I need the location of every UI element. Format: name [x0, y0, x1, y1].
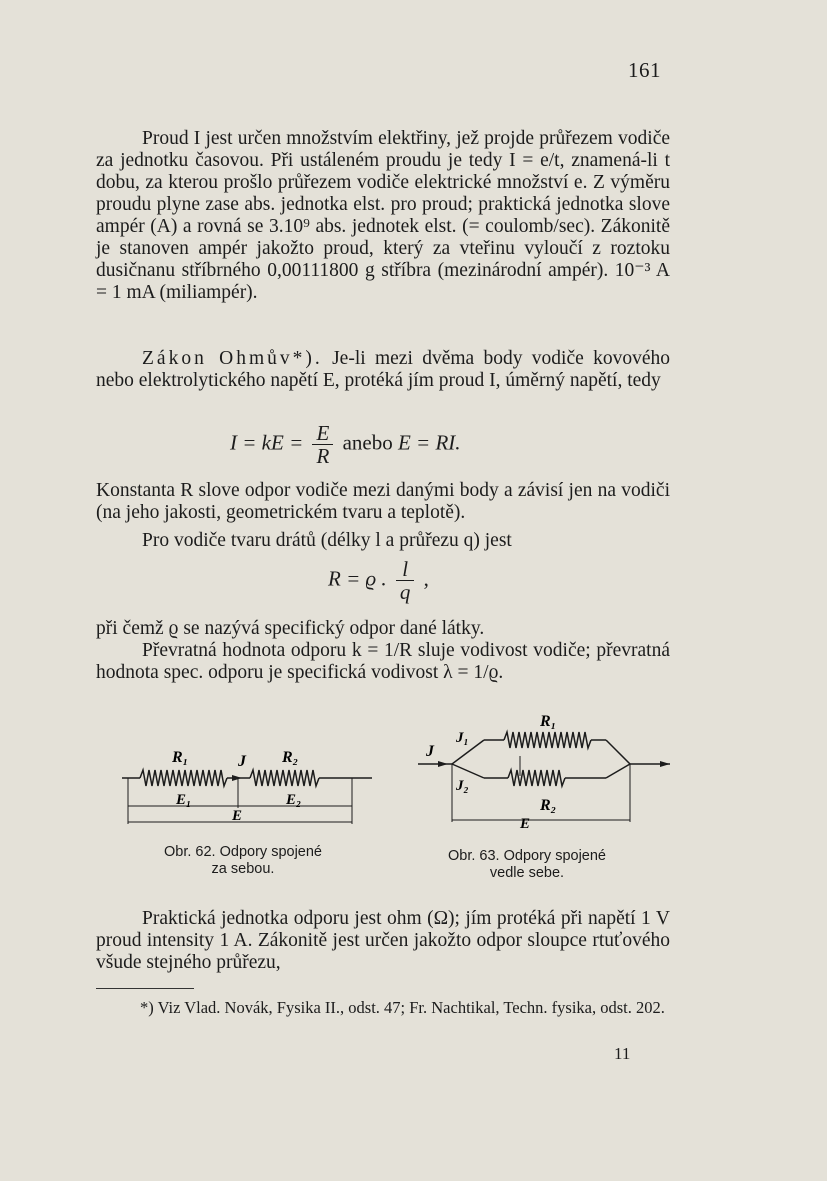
eq1-denominator: R	[316, 444, 330, 468]
figure-63-caption	[402, 848, 652, 882]
equation-resistivity	[328, 558, 429, 603]
paragraph-wires-text: Pro vodiče tvaru drátů (délky l a průřezu q) jest	[142, 530, 512, 551]
fig63-arrow-out	[660, 761, 670, 767]
fig63-branch-down-left	[452, 764, 484, 778]
figure-62-diagram	[110, 738, 380, 834]
fig62-caption-line1: Obr. 62. Odpory spojené	[164, 844, 322, 860]
paragraph-specific-resistance	[96, 618, 670, 640]
eq2-lhs: R = ϱ .	[328, 566, 387, 591]
fig63-label-r2: R₂	[540, 797, 557, 814]
fig63-label-j2: J₂	[456, 778, 469, 794]
fig63-resistor-r1	[504, 732, 591, 748]
paragraph-current	[96, 128, 670, 304]
fig62-label-r2: R₂	[282, 749, 299, 766]
fig62-resistor-r1	[140, 770, 227, 786]
eq2-numerator: l	[396, 558, 415, 581]
equation-ohms-law	[230, 422, 461, 467]
eq1-conjunction: anebo	[342, 430, 393, 455]
fig63-branch-up-right	[606, 740, 630, 764]
paragraph-wires	[96, 530, 670, 552]
paragraph-resistance	[96, 480, 670, 524]
paragraph-conductance-text: Převratná hodnota odporu k = 1/R sluje vodivost vodiče; převratná hodnota spec. odporu je specifická vodivost λ = 1/ϱ.	[96, 640, 670, 683]
fig63-label-r1: R₁	[540, 713, 557, 730]
section-heading-ohms-law: Zákon Ohmův*).	[142, 348, 323, 369]
fig62-caption-line2: za sebou.	[211, 861, 275, 877]
fig63-resistor-r2	[508, 770, 565, 786]
figure-63-diagram	[408, 712, 684, 830]
eq1-lhs: I = kE =	[230, 430, 304, 455]
fig62-label-r1: R₁	[172, 749, 189, 766]
page-number: 161	[628, 58, 661, 82]
paragraph-specific-resistance-text: při čemž ϱ se nazývá specifický odpor dané látky.	[96, 618, 485, 639]
eq1-numerator: E	[312, 422, 333, 445]
fig63-arrow-in	[438, 761, 448, 767]
fig62-label-e: E	[232, 808, 243, 824]
footnote	[96, 998, 670, 1017]
eq1-fraction	[312, 422, 333, 467]
paragraph-ohm-unit-text: Praktická jednotka odporu jest ohm (Ω); jím protéká při napětí 1 V proud intensity 1 A. Zákonitě jest určen jakožto odpor sloupce rtuťového všude stejného průřezu,	[96, 908, 670, 973]
eq1-rhs: E = RI.	[397, 430, 461, 455]
fig62-label-j: J	[238, 753, 246, 770]
fig63-caption-line1: Obr. 63. Odpory spojené	[448, 848, 606, 864]
paragraph-ohms-law	[96, 348, 670, 392]
footnote-marker: *)	[140, 998, 154, 1017]
eq2-tail: ,	[423, 566, 429, 591]
paragraph-ohms-law-text: Je-li mezi dvěma body vodiče kovového nebo elektrolytického napětí E, protéká jím proud I, úměrný napětí, tedy	[96, 348, 671, 391]
paragraph-current-definition: Proud I jest určen množstvím elektřiny, jež projde průřezem vodiče za jednotku časovou. Při ustáleném proudu je tedy I = e/t, znamená-li t dobu, za kterou prošlo průřezem vodiče elektrické množství e. Z výměru proudu plyne zase abs. jednotka elst. pro proud; praktická jednotka slove ampér (A) a rovná se 3.10⁹ abs. jednotek elst. (= coulomb/sec). Zákonitě je stanoven ampér jakožto proud, který za vteřinu vyloučí z roztoku dusičnanu stříbrného 0,00111800 g stříbra (mezinárodní ampér). 10⁻³ A = 1 mA (miliampér).	[96, 128, 670, 303]
paragraph-resistance-text: Konstanta R slove odpor vodiče mezi danými body a závisí jen na vodiči (na jeho jakosti, geometrickém tvaru a teplotě).	[96, 480, 670, 523]
fig63-caption-line2: vedle sebe.	[489, 865, 565, 881]
fig62-resistor-r2	[250, 770, 319, 786]
footnote-text: Viz Vlad. Novák, Fysika II., odst. 47; Fr. Nachtikal, Techn. fysika, odst. 202.	[157, 998, 665, 1017]
fig63-label-e: E	[520, 816, 531, 830]
fig62-current-arrow	[232, 775, 242, 781]
paragraph-ohm-unit	[96, 908, 670, 974]
fig62-label-e2: E₂	[286, 792, 302, 808]
fig63-label-j: J	[426, 743, 434, 760]
eq2-fraction	[396, 558, 415, 603]
fig63-label-j1: J₁	[456, 730, 469, 746]
fig62-label-e1: E₁	[176, 792, 192, 808]
sheet-signature: 11	[614, 1044, 631, 1063]
footnote-rule	[96, 988, 194, 989]
fig63-branch-down-right	[606, 764, 630, 778]
paragraph-conductance	[96, 640, 670, 684]
figure-62-caption	[128, 844, 358, 878]
eq2-denominator: q	[399, 580, 411, 604]
